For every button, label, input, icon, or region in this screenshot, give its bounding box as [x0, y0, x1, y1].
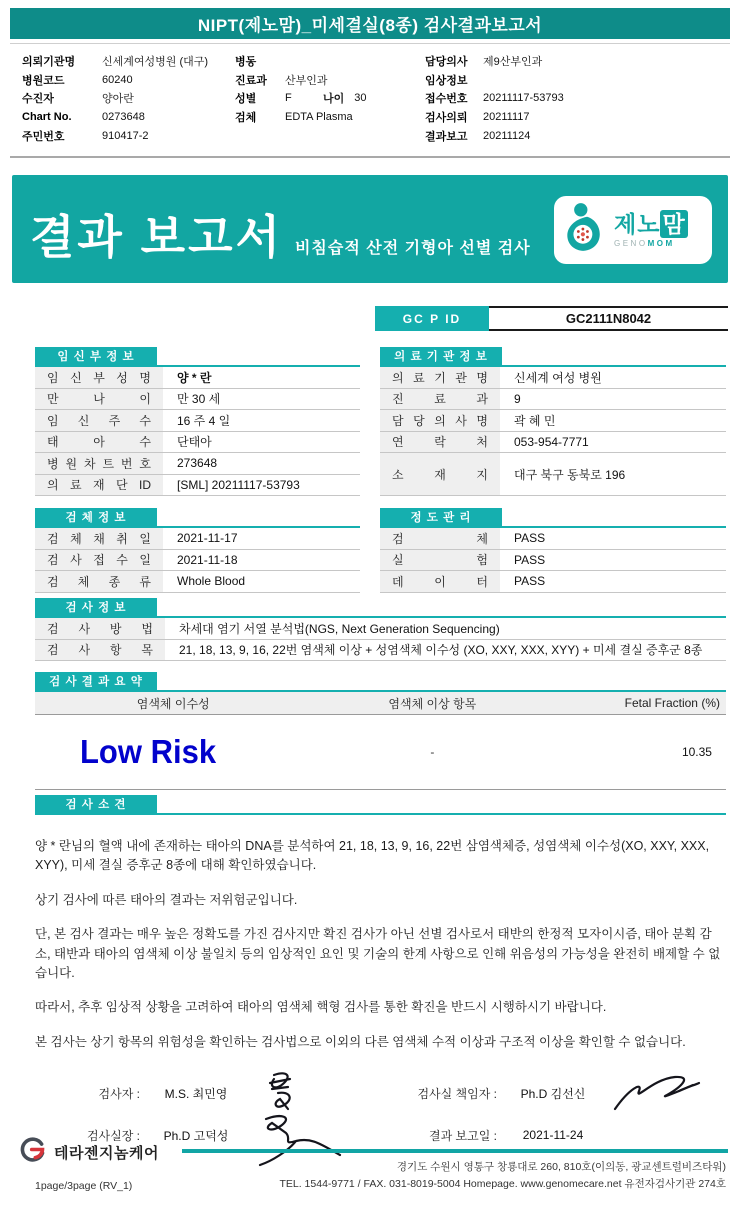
row-value: Whole Blood [177, 574, 246, 589]
row-label: 병 원 차 트 번 호 [47, 456, 151, 471]
rrn-value: 910417-2 [102, 129, 149, 142]
header-info-box [10, 43, 730, 158]
result-banner [12, 175, 728, 283]
rrn-label: 주민번호 [22, 130, 65, 143]
logo-eng-geno: GENO [614, 238, 648, 248]
summary-col-abnormal-item: 염색체 이상 항목 [388, 696, 477, 711]
clinical-label: 임상정보 [425, 74, 468, 87]
row-label: 검 사 접 수 일 [47, 553, 151, 568]
patient-section-tab: 임 신 부 정 보 [35, 347, 157, 367]
reportdate-value: 20211124 [483, 129, 531, 142]
row-label: 검 체 종 류 [47, 574, 151, 589]
row-label: 소 재 지 [392, 467, 488, 482]
gcp-id-value: GC2111N8042 [489, 306, 728, 331]
footer-address-block [279, 1159, 726, 1194]
row-label: 만 나 이 [47, 392, 151, 407]
test-section-tab: 검 사 정 보 [35, 598, 157, 618]
org-value: 신세계여성병원 (대구) [102, 56, 209, 69]
chart-value: 0273648 [102, 111, 145, 124]
row-label: 담 당 의 사 명 [392, 413, 488, 428]
summary-col-fetal-fraction: Fetal Fraction (%) [624, 696, 720, 710]
summary-table-row [35, 715, 726, 790]
header-col-middle [235, 52, 425, 126]
row-value: 273648 [177, 456, 218, 471]
header-col-left [22, 52, 237, 145]
patient-label: 수진자 [22, 93, 54, 106]
section-test-info [35, 598, 726, 661]
genomom-logo [554, 196, 712, 264]
row-value: 차세대 염기 서열 분석법(NGS, Next Generation Sequencing) [179, 621, 500, 636]
section-specimen-info [35, 508, 360, 593]
row-label: 의 료 재 단 ID [47, 478, 151, 493]
row-value: PASS [514, 574, 546, 589]
sex-value: F [285, 92, 292, 105]
row-label: 검 사 항 목 [47, 643, 153, 658]
abnormal-item-value: - [430, 745, 435, 759]
age-value: 30 [354, 92, 367, 105]
report-date-value: 2021-11-24 [522, 1128, 584, 1142]
row-value: 양 * 란 [177, 370, 212, 385]
specimen-type-value: EDTA Plasma [285, 111, 353, 124]
row-value: 2021-11-17 [177, 531, 238, 546]
specimen-type-label: 검체 [235, 112, 257, 125]
qc-section-tab: 정 도 관 리 [380, 508, 502, 528]
row-label: 태 아 수 [47, 435, 151, 450]
hosp-code-value: 60240 [102, 73, 133, 86]
row-value: 신세계 여성 병원 [514, 370, 602, 385]
footer-divider [182, 1149, 728, 1153]
row-value: 2021-11-18 [177, 552, 238, 567]
banner-title: 결과 보고서 [30, 211, 283, 263]
section-result-summary [35, 672, 726, 790]
row-label: 검 체 [392, 531, 488, 546]
logo-kor-mom: 맘 [662, 210, 686, 237]
row-value: 곽 혜 민 [514, 413, 556, 428]
hospital-section-tab: 의 료 기 관 정 보 [380, 347, 502, 367]
chart-label: Chart No. [22, 111, 72, 124]
section-patient-info [35, 347, 360, 496]
genomom-wordmark [614, 210, 688, 248]
logo-kor-geno: 제노 [614, 210, 661, 237]
section-quality-control [380, 508, 726, 593]
page-number: 1page/3page (RV_1) [35, 1180, 133, 1192]
org-label: 의뢰기관명 [22, 56, 76, 69]
age-label: 나이 [323, 93, 345, 106]
section-hospital-info [380, 347, 726, 496]
footer-contact: TEL. 1544-9771 / FAX. 031-8019-5004 Homepage. www.genomecare.net 유전자검사기관 274호 [279, 1178, 726, 1191]
summary-section-tab: 검 사 결 과 요 약 [35, 672, 157, 692]
findings-section-tab: 검 사 소 견 [35, 795, 157, 815]
row-value: 단태아 [177, 435, 212, 450]
dept-value: 산부인과 [285, 74, 328, 87]
doctor-label: 담당의사 [425, 56, 468, 69]
teragen-g-icon [20, 1136, 47, 1168]
teragen-company-name: 테라젠지놈케어 [54, 1144, 159, 1162]
summary-table-header [35, 692, 726, 715]
lab-manager-label: 검사실장 : [86, 1128, 140, 1143]
findings-paragraph: 단, 본 검사 결과는 매우 높은 정확도를 가진 검사지만 확진 검사가 아닌 선별 검사로서 태반의 한정적 모자이시즘, 태아 분획 감소, 태반과 태아의 염색체 이상 불일치 등의 임상적인 요인 및 기술의 한계 사항으로 인해 위음성의 가능성을 완전히 배제할 수 없습니다. [35, 927, 721, 980]
hosp-code-label: 병원코드 [22, 74, 65, 87]
banner-subtitle: 비침습적 산전 기형아 선별 검사 [294, 240, 531, 257]
row-value: 21, 18, 13, 9, 16, 22번 염색체 이상 + 성염색체 이수성 (XO, XXY, XXX, XYY) + 미세 결실 증후군 8종 [179, 643, 703, 658]
header-col-right [425, 52, 730, 145]
request-value: 20211117 [483, 111, 530, 124]
dept-label: 진료과 [235, 74, 267, 87]
row-value: [SML] 20211117-53793 [177, 477, 300, 492]
examiner-label: 검사자 : [98, 1086, 140, 1101]
receipt-value: 20211117-53793 [483, 92, 564, 105]
report-date-label: 결과 보고일 : [429, 1128, 497, 1143]
findings-paragraph: 상기 검사에 따른 태아의 결과는 저위험군입니다. [35, 892, 298, 907]
row-label: 연 락 처 [392, 435, 488, 450]
doctor-value: 제9산부인과 [483, 56, 543, 69]
row-value: 9 [514, 391, 521, 406]
summary-col-aneuploidy: 염색체 이수성 [136, 696, 210, 711]
section-findings [35, 795, 726, 1052]
row-label: 검 사 방 법 [47, 621, 153, 636]
row-label: 실 험 [392, 553, 488, 568]
report-title-bar [10, 8, 730, 39]
mother-figure-icon [564, 202, 606, 259]
ward-label: 병동 [235, 56, 257, 69]
row-value: PASS [514, 531, 546, 546]
teragen-logo [20, 1136, 159, 1168]
row-value: 053-954-7771 [514, 434, 589, 449]
findings-paragraph: 본 검사는 상기 항목의 위험성을 확인하는 검사법으로 이외의 다른 염색체 수적 이상과 구조적 이상을 확인할 수 없습니다. [35, 1034, 686, 1049]
sex-label: 성별 [235, 93, 257, 106]
gcp-id-label: GC P ID [375, 306, 489, 331]
findings-paragraph: 양 * 란님의 혈액 내에 존재하는 태아의 DNA를 분석하여 21, 18, 13, 9, 16, 22번 삼염색체증, 성염색체 이수성(XO, XXY, XXX, XYY), 미세 결실 증후군 8종에 대해 확인하였습니다. [35, 839, 710, 873]
fetal-fraction-value: 10.35 [681, 745, 712, 759]
footer-address: 경기도 수원시 영통구 창룡대로 260, 810호(이의동, 광교센트럴비즈타워) [396, 1161, 726, 1173]
row-label: 임 신 부 성 명 [47, 370, 151, 385]
row-label: 임 신 주 수 [47, 413, 151, 428]
findings-paragraph: 따라서, 추후 임상적 상황을 고려하여 태아의 염색체 핵형 검사를 통한 확진을 반드시 시행하시기 바랍니다. [35, 1000, 607, 1015]
specimen-section-tab: 검 체 정 보 [35, 508, 157, 528]
lab-chief-label: 검사실 책임자 : [417, 1086, 497, 1101]
row-label: 의 료 기 관 명 [392, 370, 488, 385]
row-label: 검 체 채 취 일 [47, 531, 151, 546]
gcp-id-row [375, 306, 728, 331]
row-value: 대구 북구 동북로 196 [514, 467, 626, 482]
receipt-label: 접수번호 [425, 93, 468, 106]
report-title: NIPT(제노맘)_미세결실(8종) 검사결과보고서 [197, 16, 543, 35]
reportdate-label: 결과보고 [425, 130, 468, 143]
row-value: PASS [514, 552, 546, 567]
logo-eng-mom: MOM [647, 238, 675, 248]
row-value: 16 주 4 일 [177, 413, 231, 428]
patient-value: 양아란 [102, 93, 134, 106]
examiner-name: M.S. 최민영 [164, 1086, 228, 1101]
result-low-risk: Low Risk [80, 732, 217, 771]
request-label: 검사의뢰 [425, 112, 468, 125]
row-label: 진 료 과 [392, 392, 488, 407]
lab-chief-name: Ph.D 김선신 [520, 1086, 586, 1101]
row-value: 만 30 세 [177, 392, 221, 407]
row-label: 데 이 터 [392, 574, 488, 589]
lab-manager-name: Ph.D 고덕성 [163, 1128, 229, 1143]
